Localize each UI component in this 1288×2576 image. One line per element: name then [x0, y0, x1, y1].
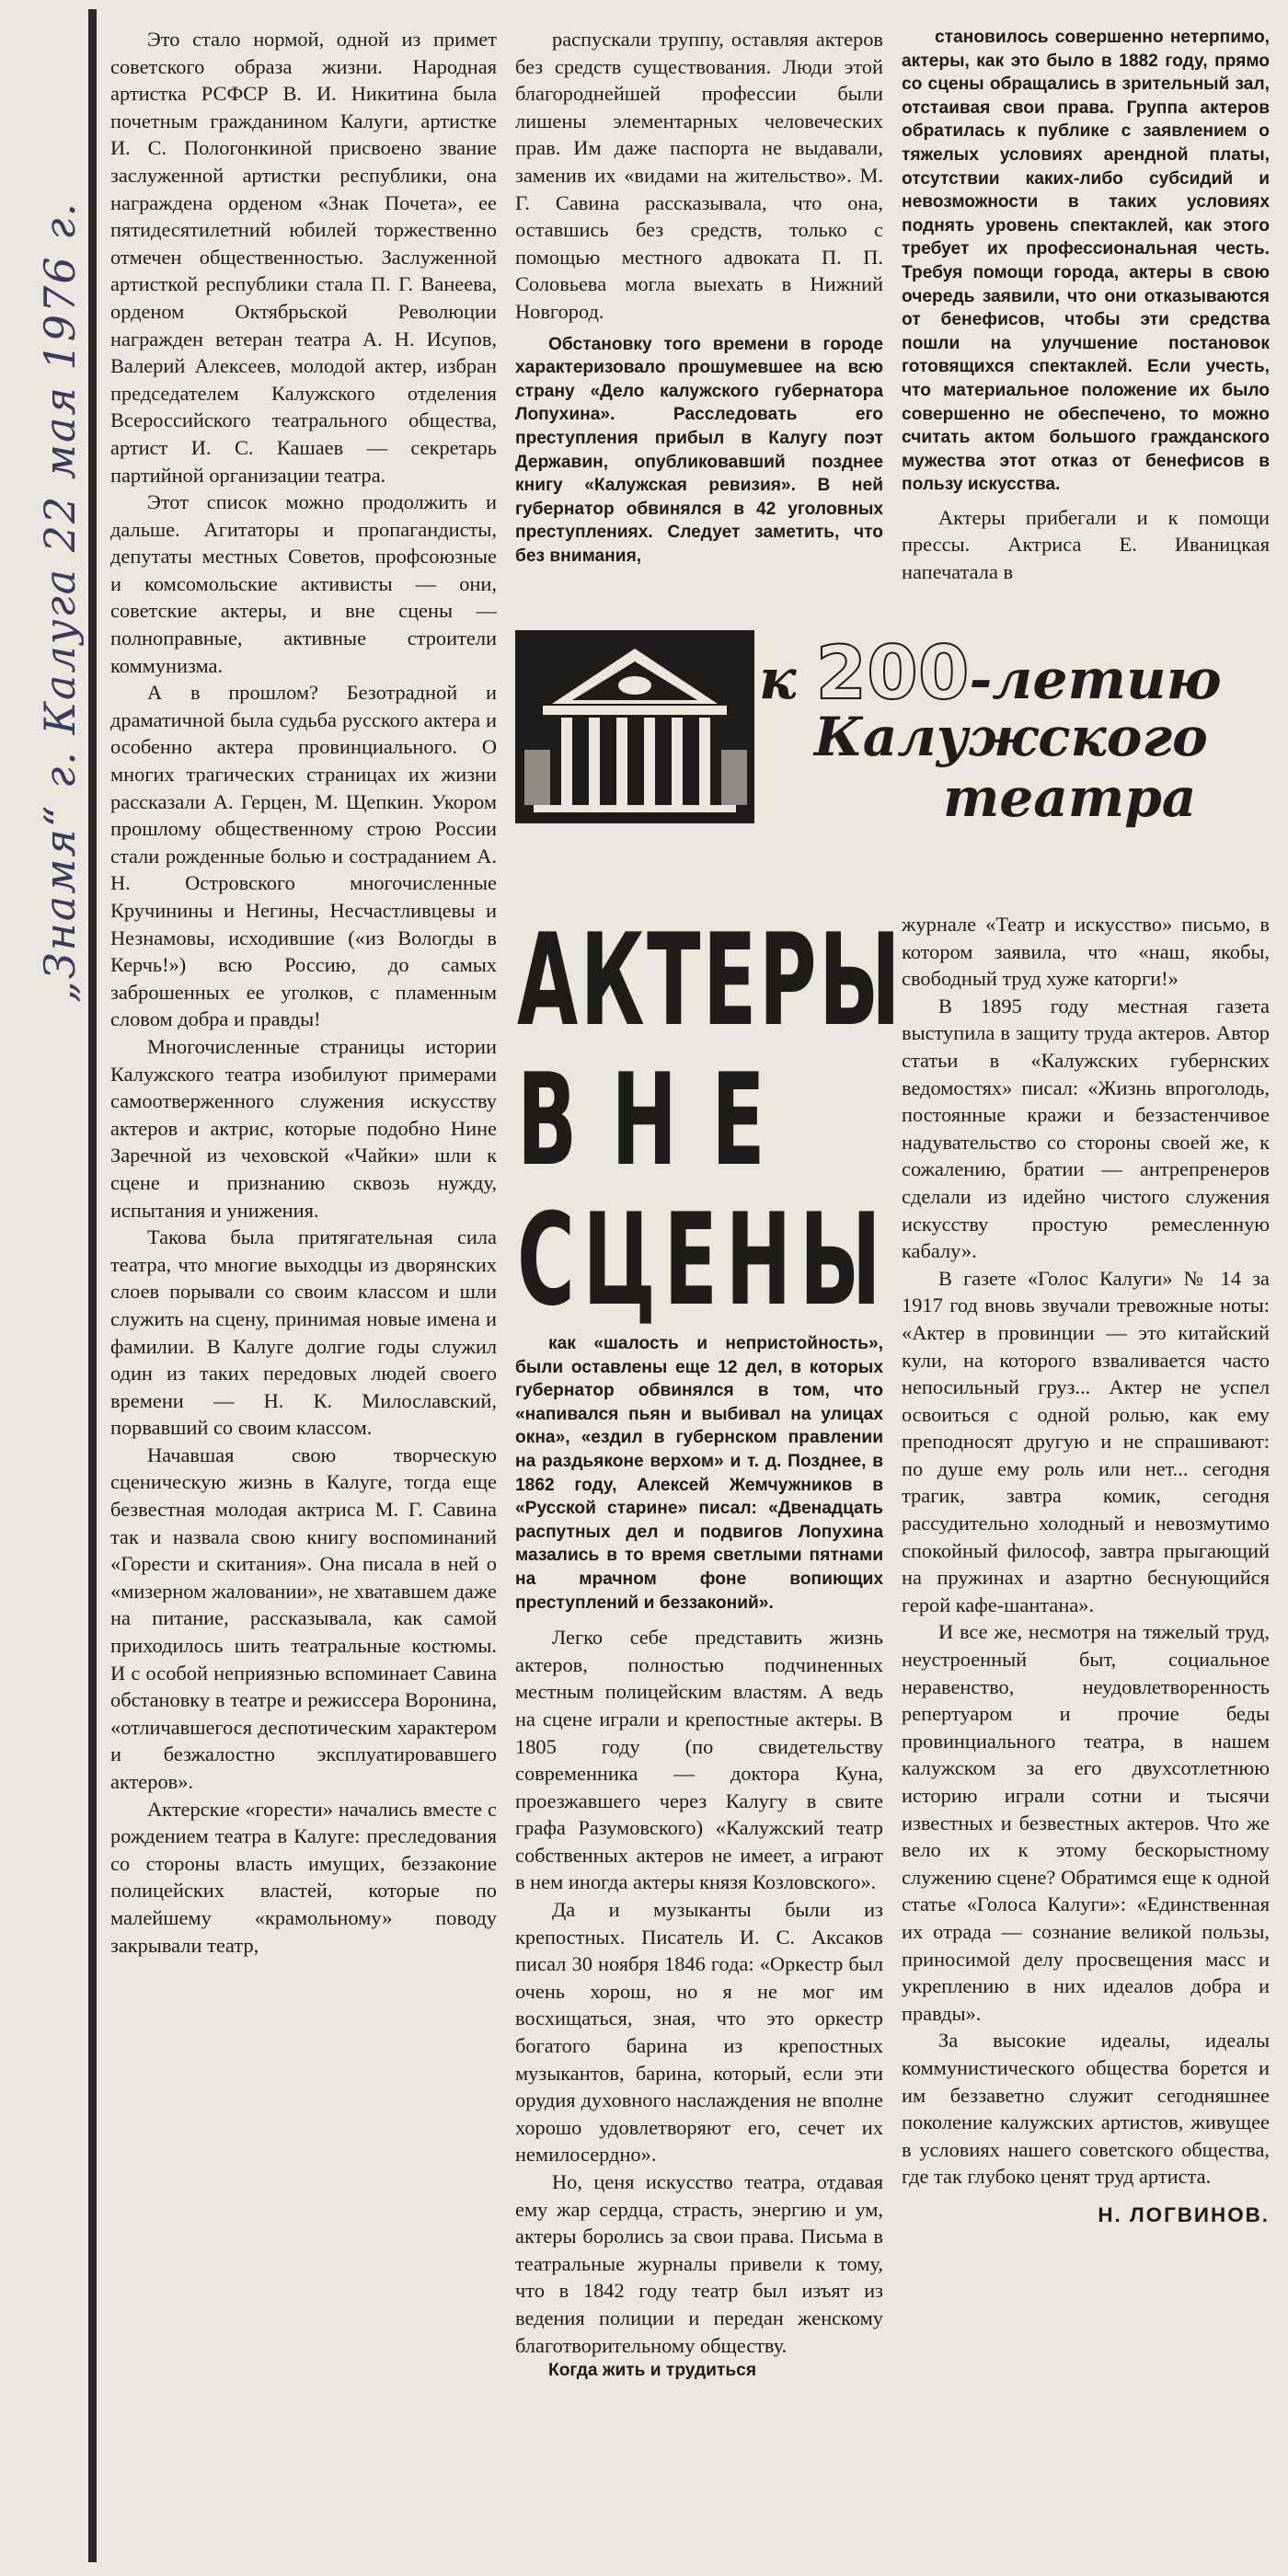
article-title: [517, 906, 903, 1334]
paragraph: Когда жить и трудиться: [548, 2361, 757, 2381]
paragraph: И все же, несмотря на тяжелый труд, неустроенный быт, социальное неравенство, неудовлетворенность репертуаром и прочие беды провинциального театра, в нашем калужском за его двухсотлетнюю историю играли сотни и тысячи известных и безвестных актеров. Что же вело их к этому бескорыстному служению сцене? Обратимся еще к одной статье «Голоса Калуги»: «Единственная их отрада — сознание великой пользы, приносимой делу просвещения масс и укреплению в них идеалов добра и правды».: [902, 1620, 1270, 2025]
paragraph: В 1895 году местная газета выступила в защиту труда актеров. Автор статьи в «Калужских губернских ведомостях» писал: «Жизнь впроголодь, постоянные кражи и беззастенчивое надувательство со стороны своей же, к сожалению, братии — антрепренеров сделали из идейно чистого служения искусству простую ремесленную кабалу».: [902, 994, 1270, 1263]
paragraph: Этот список можно продолжить и дальше. Агитаторы и пропагандисты, депутаты местных Советов, профсоюзные и комсомольские активисты — они, советские актеры, и вне сцены — полноправные, активные строители коммунизма.: [110, 490, 497, 677]
anniversary-prefix: к: [759, 648, 797, 712]
paragraph: Это стало нормой, одной из примет советского образа жизни. Народная артистка РСФСР В. И. Никитина была почетным гражданином Калуги, артистке И. С. Пологонкиной присвоено звание заслуженной артистки республики, она награждена орденом «Знак Почета», ее пятидесятилетний юбилей торжественно отмечен общественностью. Заслуженной артисткой республики стала П. Г. Ванеева, орденом Октябрьской Революции награжден ветеран театра А. Н. Исупов, Валерий Алексеев, молодой актер, избран председателем Калужского отделения Всероссийского театрального общества, артист И. С. Кашаев — секретарь партийной организации театра.: [110, 28, 497, 487]
anniversary-line-1: [759, 630, 1222, 716]
paragraph: А в прошлом? Безотрадной и драматичной была судьба русского актера и особенно актера провинциального. О многих трагических страницах их жизни рассказали А. Герцен, М. Щепкин. Укором прошлому общественному строю России стали рожденные болью и состраданием А. Н. Островского многочисленные Кручинины и Негины, Несчастливцевы и Незнамовы, исходившие («из Вологды в Керчь!») всю Россию, до самых заброшенных ее уголков, с пламенным словом добра и правды!: [110, 681, 497, 1031]
author-signature: Н. ЛОГВИНОВ.: [1098, 2202, 1270, 2226]
handwritten-note-text: „Знамя“ г. Калуга 22 мая 1976 г.: [35, 201, 85, 1003]
bold-insert: [515, 1332, 883, 1615]
bold-insert: [902, 26, 1270, 497]
column-1: [110, 26, 497, 1959]
paragraph: В газете «Голос Калуги» № 14 за 1917 год вновь звучали тревожные ноты: «Актер в провинции — это китайский кули, на которого взваливается часто непосильный груз... Актер не успел освоиться с одной ролью, как ему преподносят другую и не спрашивают: по душе ему роль или нет... сегодня трагик, завтра комик, сегодня рассудительно холодный и невозмутимо спокойный философ, завтра прыгающий на пружинах и азартно беснующийся герой кафе-шантана».: [902, 1266, 1270, 1616]
paragraph: становилось совершенно нетерпимо, актеры, как это было в 1882 году, прямо со сцены обращались в зрительный зал, отстаивая свои права. Группа актеров обратилась к публике с заявлением о тяжелых условиях арендной платы, отсутствии каких-либо субсидий и невозможности в таких условиях поднять уровень спектаклей, как этого требует их профессиональная честь. Требуя помощи города, актеры в свою очередь заявили, что они отказываются от бенефисов, чтобы эти средства пошли на улучшение постановок готовящихся спектаклей. Если учесть, что материальное положение их было совершенно не обеспечено, то можно считать актом большого гражданского мужества этот отказ от бенефисов в пользу искусства.: [902, 28, 1270, 495]
anniversary-line-2: Калужского: [814, 706, 1208, 768]
column-rule: [88, 9, 97, 2562]
theatre-building-icon: [515, 630, 754, 823]
anniversary-text: [759, 630, 1274, 833]
column-5: [902, 911, 1270, 2229]
paragraph: Обстановку того времени в городе характеризовало прошумевшее на всю страну «Дело калужского губернатора Лопухина». Расследовать его преступления прибыл в Калугу поэт Державин, опубликовавший позднее книгу «Калужская ревизия». В ней губернатор обвинялся в 42 уголовных преступлениях. Следует заметить, что без внимания,: [515, 334, 883, 566]
paragraph: Актеры прибегали и к помощи прессы. Актриса Е. Иваницкая напечатала в: [902, 505, 1270, 584]
title-line: СЦЕНЫ: [517, 1186, 890, 1334]
paragraph: журнале «Театр и искусство» письмо, в котором заявила, что «наш, якобы, свободный труд хуже каторги!»: [902, 913, 1270, 991]
bold-insert-end: [515, 2359, 883, 2383]
paragraph: Да и музыканты были из крепостных. Писатель И. С. Аксаков писал 30 ноября 1846 года: «Оркестр был очень хорош, но я не мог им восхищаться, зная, что это оркестр богатого барина из крепостных музыкантов, барина, который, если эти орудия духовного наслаждения не вполне хорошо удовлетворяют его, сечет их немилосердно».: [515, 1898, 883, 2167]
title-line: ВНЕ: [517, 1046, 799, 1194]
anniversary-number: 200: [815, 630, 970, 716]
paragraph: За высокие идеалы, идеалы коммунистического общества борется и им беззаветно служит сегодняшнее поколение калужских артистов, живущее в условиях нашего советского общества, где так глубоко ценят труд артиста.: [902, 2029, 1270, 2189]
column-4: [515, 1332, 883, 2383]
column-2: [515, 26, 883, 568]
column-3: [902, 26, 1270, 586]
paragraph: Легко себе представить жизнь актеров, полностью подчиненных местным полицейским властям. А ведь на сцене играли и крепостные актеры. В 1805 году (по свидетельству современника — доктора Куна, проезжавшего через Калугу в свите графа Разумовского) «Калужский театр собственных актеров не имеет, а играют в нем иногда актеры князя Козловского».: [515, 1626, 883, 1894]
paragraph: Но, ценя искусство театра, отдавая ему жар сердца, страсть, энергию и ум, актеры боролись за свои права. Письма в театральные журналы привели к тому, что в 1842 году театр был изъят из ведения полиции и передан женскому благотворительному обществу.: [515, 2170, 883, 2357]
paragraph: Актерские «горести» начались вместе с рождением театра в Калуге: преследования со стороны власть имущих, беззаконие полицейских властей, которые по малейшему «крамольному» поводу закрывали театр,: [110, 1797, 497, 1957]
paragraph: как «шалость и непристойность», были оставлены еще 12 дел, в которых губернатор обвинялся в том, что «напивался пьян и выбивал на улицах окна», «ездил в губернском правлении на раздьяконе верхом» и т. д. Позднее, в 1862 году, Алексей Жемчужников в «Русской старине» писал: «Двенадцать распутных дел и подвигов Лопухина мазались в то время светлыми пятнами на мрачном фоне вопиющих преступлений и беззаконий».: [515, 1334, 883, 1613]
paragraph: Начавшая свою творческую сценическую жизнь в Калуге, тогда еще безвестная молодая актриса М. Г. Савина так и назвала свою книгу воспоминаний «Горести и скитания». Она писала в ней о «мизерном жаловании», не хватавшем даже на питание, рассказывала, как самой приходилось шить театральные костюмы. И с особой неприязнью вспоминает Савина обстановку в театре и режиссера Воронина, «отличавшегося деспотическим характером и безжалостно эксплуатировавшего актеров».: [110, 1443, 497, 1793]
paragraph: Такова была притягательная сила театра, что многие выходцы из дворянских слоев порывали со своим классом и шли служить на сцену, принимая новые имена и фамилии. В Калуге долгие годы служил один из таких передовых людей своего времени — Н. К. Милославский, порвавший со своим классом.: [110, 1225, 497, 1440]
bold-insert: [515, 333, 883, 569]
paragraph: Многочисленные страницы истории Калужского театра изобилуют примерами самоотверженного служения искусству актеров и актрис, которые подобно Нине Заречной из чеховской «Чайки» шли к сцене и признанию сквозь нужду, испытания и унижения.: [110, 1034, 497, 1222]
handwritten-note: [7, 37, 85, 1003]
paragraph: распускали труппу, оставляя актеров без средств существования. Люди этой благороднейшей профессии были лишены элементарных человеческих прав. Им даже паспорта не выдавали, заменив их «видами на жительство». М. Г. Савина рассказывала, что она, оставшись без средств, только с помощью местного адвоката П. П. Соловьева могла выехать в Нижний Новгород.: [515, 28, 883, 323]
anniversary-heading: [515, 630, 1270, 833]
title-line: АКТЕРЫ: [517, 906, 903, 1054]
anniversary-suffix: -летию: [969, 648, 1222, 712]
anniversary-line-3: театра: [943, 766, 1197, 829]
